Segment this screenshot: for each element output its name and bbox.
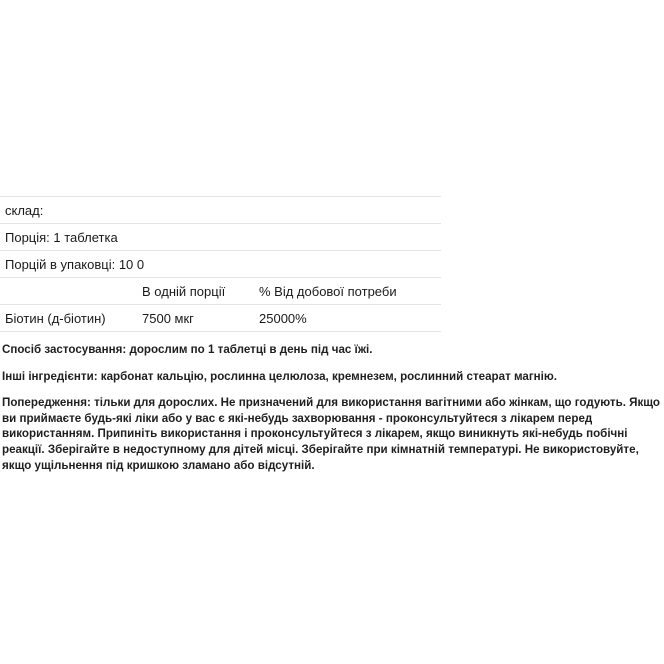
header-amount: В одній порції [137,278,254,305]
servings-per-container: Порцій в упаковці: 10 0 [0,251,441,278]
header-daily-value: % Від добової потреби [254,278,441,305]
ingredient-daily-value: 25000% [254,305,441,332]
composition-label: склад: [0,197,441,224]
usage-text: Спосіб застосування: дорослим по 1 таблетці в день під час їжі. [2,343,373,356]
header-empty-cell [0,278,137,305]
table-row [0,251,441,278]
supplement-facts-table [0,196,441,332]
table-row [0,224,441,251]
other-ingredients-text: Інші інгредієнти: карбонат кальцію, рослинна целюлоза, кремнезем, рослинний стеарат магнію. [2,369,558,383]
ingredient-name: Біотин (д-біотин) [0,305,137,332]
table-header-row [0,278,441,305]
table-row [0,305,441,332]
product-notes [2,342,662,484]
serving-size: Порція: 1 таблетка [0,224,441,251]
table-row [0,197,441,224]
warnings-text: Попередження: тільки для дорослих. Не призначений для використання вагітними або жінкам, що годують. Якщо ви приймаєте будь-які ліки або у вас є які-небудь захворювання - проконсультуйтеся з лікарем перед використанням. Припиніть використання і проконсультуйтеся з лікарем, якщо виникнуть які-небудь побічні реакції. Зберігайте в недоступному для дітей місці. Зберігайте при кімнатній температурі. Не використовуйте, якщо ущільнення під кришкою зламано або відсутній. [2,396,660,472]
ingredient-amount: 7500 мкг [137,305,254,332]
